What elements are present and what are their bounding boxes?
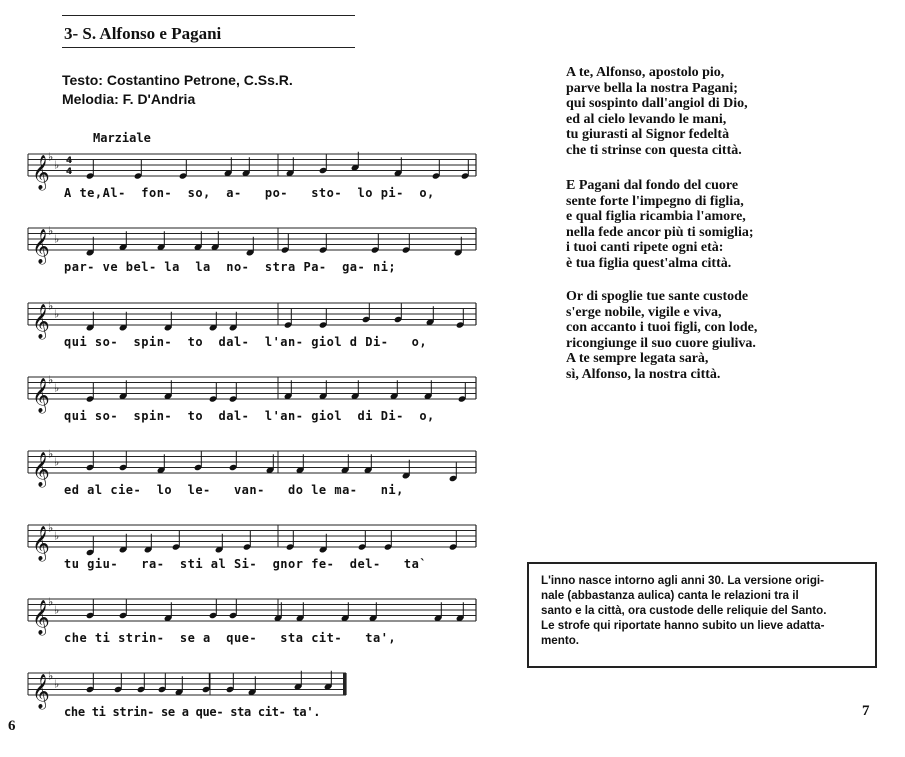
stanza-2 — [566, 178, 754, 272]
note-line: mento. — [541, 634, 580, 647]
stanza-line: nella fede ancor più ti somiglia; — [566, 224, 754, 240]
staff-system-5 — [28, 443, 476, 487]
staff-system-6 — [28, 517, 476, 561]
svg-text:♭: ♭ — [54, 232, 60, 246]
staff-system-8 — [28, 665, 476, 709]
svg-text:♭: ♭ — [48, 595, 54, 609]
stanza-line: è tua figlia quest'alma città. — [566, 255, 732, 271]
note-line: L'inno nasce intorno agli anni 30. La versione origi- — [541, 574, 824, 587]
stanza-line: sente forte l'impegno di figlia, — [566, 193, 744, 209]
page-number-left: 6 — [8, 718, 16, 734]
lyrics-line-3: qui so- spin- to dal- l'an- giol d Di- o, — [64, 335, 428, 349]
note-line: Le strofe qui riportate hanno subito un lieve adatta- — [541, 619, 825, 632]
stanza-line: E Pagani dal fondo del cuore — [566, 178, 739, 193]
treble-clef-icon: 𝄞 — [32, 452, 50, 487]
svg-text:♭: ♭ — [48, 521, 54, 535]
svg-text:♭: ♭ — [54, 307, 60, 321]
text-credit: Testo: Costantino Petrone, C.Ss.R. — [62, 72, 293, 88]
stanza-line: parve bella la nostra Pagani; — [566, 80, 738, 96]
stanza-line: qui sospinto dall'angiol di Dio, — [566, 96, 748, 112]
treble-clef-icon: 𝄞 — [32, 155, 50, 190]
stanza-line: ricongiunge il suo cuore giuliva. — [566, 335, 756, 351]
lyrics-line-7: che ti strin- se a que- sta cit- ta', — [64, 631, 397, 645]
lyrics-line-4: qui so- spin- to dal- l'an- giol di Di- o, — [64, 409, 435, 423]
svg-text:♭: ♭ — [48, 224, 54, 238]
stanza-line: con accanto i tuoi figli, con lode, — [566, 320, 758, 336]
lyrics-line-8: che ti strin- se a que- sta cit- ta'. — [64, 705, 321, 719]
staff-system-7 — [28, 591, 476, 635]
treble-clef-icon: 𝄞 — [32, 378, 50, 413]
note-line: nale (abbastanza aulica) canta le relazioni tra il — [541, 589, 799, 602]
stanza-line: i tuoi canti ripete ogni età: — [566, 240, 724, 256]
page-number-right: 7 — [862, 703, 870, 719]
stanza-line: s'erge nobile, vigile e viva, — [566, 304, 722, 320]
lyrics-line-5: ed al cie- lo le- van- do le ma- ni, — [64, 483, 404, 497]
svg-text:♭: ♭ — [48, 373, 54, 387]
stanza-line: A te sempre legata sarà, — [566, 351, 709, 367]
lyrics-line-1: A te,Al- fon- so, a- po- sto- lo pi- o, — [64, 186, 435, 200]
stanza-1 — [566, 65, 748, 159]
melody-credit: Melodia: F. D'Andria — [62, 91, 196, 107]
treble-clef-icon: 𝄞 — [32, 304, 50, 339]
historical-note-box — [527, 562, 877, 668]
stanza-line: che ti strinse con questa città. — [566, 142, 742, 158]
staff-system-2 — [28, 220, 476, 264]
svg-text:♭: ♭ — [54, 529, 60, 543]
svg-text:4: 4 — [66, 166, 73, 177]
svg-text:♭: ♭ — [54, 677, 60, 691]
staff-system-3 — [28, 295, 476, 339]
svg-text:♭: ♭ — [48, 299, 54, 313]
song-title: 3- S. Alfonso e Pagani — [64, 24, 222, 43]
treble-clef-icon: 𝄞 — [32, 600, 50, 635]
lyrics-line-2: par- ve bel- la la no- stra Pa- ga- ni; — [64, 260, 397, 274]
svg-text:♭: ♭ — [48, 150, 54, 164]
staff-system-4 — [28, 369, 476, 413]
top-rule — [62, 15, 355, 16]
title-underline — [62, 47, 355, 48]
stanza-line: A te, Alfonso, apostolo pio, — [566, 65, 725, 80]
tempo-marking: Marziale — [93, 131, 151, 145]
svg-text:♭: ♭ — [54, 158, 60, 172]
stanza-line: ed al cielo levando le mani, — [566, 111, 727, 127]
svg-text:♭: ♭ — [54, 381, 60, 395]
lyrics-line-6: tu giu- ra- sti al Si- gnor fe- del- ta` — [64, 557, 428, 571]
svg-text:♭: ♭ — [54, 603, 60, 617]
staff-system-1 — [28, 146, 476, 190]
svg-text:♭: ♭ — [48, 447, 54, 461]
treble-clef-icon: 𝄞 — [32, 526, 50, 561]
stanza-line: sì, Alfonso, la nostra città. — [566, 366, 721, 382]
note-line: santo e la città, ora custode delle reliquie del Santo. — [541, 604, 827, 617]
stanza-line: Or di spoglie tue sante custode — [566, 289, 749, 304]
svg-text:♭: ♭ — [54, 455, 60, 469]
treble-clef-icon: 𝄞 — [32, 229, 50, 264]
stanza-3 — [566, 289, 757, 383]
treble-clef-icon: 𝄞 — [32, 674, 50, 709]
svg-text:♭: ♭ — [48, 669, 54, 683]
stanza-line: tu giurasti al Signor fedeltà — [566, 127, 730, 143]
svg-text:4: 4 — [66, 155, 73, 166]
stanza-line: e qual figlia ricambia l'amore, — [566, 209, 746, 225]
